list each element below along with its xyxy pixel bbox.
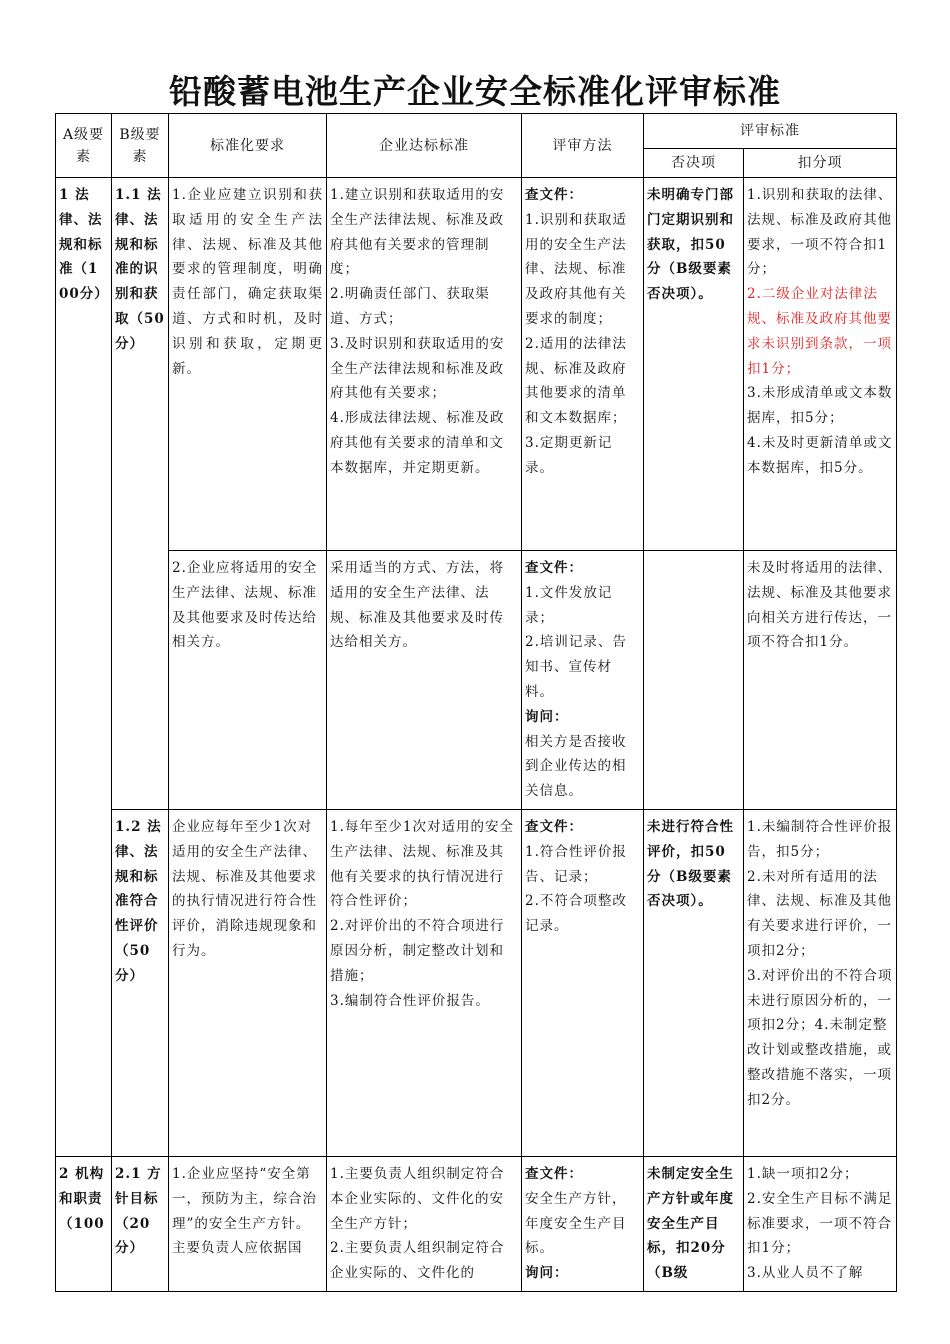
standard-item: 4.形成法律法规、标准及政府其他有关要求的清单和文本数据库，并定期更新。 xyxy=(330,410,505,476)
method-heading: 查文件： xyxy=(525,560,583,576)
standard-item: 1.每年至少1次对适用的安全生产法律、法规、标准及其他有关要求的执行情况进行符合性评价； xyxy=(330,818,514,910)
method-item: 1.文件发放记录； xyxy=(525,584,613,626)
header-deduct: 扣分项 xyxy=(744,149,897,178)
method-heading: 查文件： xyxy=(525,818,583,835)
b-level-cell: 2.1 方针目标（20分） xyxy=(112,1156,169,1291)
deduct-item: 1.缺一项扣2分； xyxy=(747,1165,859,1182)
requirement-cell: 2.企业应将适用的安全生产法律、法规、标准及其他要求及时传达给相关方。 xyxy=(169,551,327,810)
method-cell xyxy=(522,178,644,551)
method-item: 2.培训记录、告知书、宣传材料。 xyxy=(525,634,627,700)
header-row xyxy=(56,114,897,149)
standard-cell: 采用适当的方式、方法，将适用的安全生产法律、法规、标准及其他要求及时传达给相关方。 xyxy=(327,551,522,810)
method-cell xyxy=(522,1156,644,1291)
deduct-cell xyxy=(744,809,897,1156)
deduct-item: 3.未形成清单或文本数据库，扣5分； xyxy=(747,385,893,427)
method-heading: 查文件： xyxy=(525,187,583,203)
standard-cell xyxy=(327,178,522,551)
header-a-level: A级要素 xyxy=(56,114,112,178)
method-item: 2.不符合项整改记录。 xyxy=(525,893,627,935)
deduct-cell xyxy=(744,178,897,551)
standard-item: 3.编制符合性评价报告。 xyxy=(330,992,490,1009)
requirement-cell: 1.企业应坚持“安全第一，预防为主，综合治理”的安全生产方针。主要负责人应依据国 xyxy=(169,1156,327,1291)
ask-item: 相关方是否接收到企业传达的相关信息。 xyxy=(525,733,627,800)
header-review: 评审标准 xyxy=(644,114,897,149)
standard-item: 2.主要负责人组织制定符合企业实际的、文件化的 xyxy=(330,1240,505,1282)
deduct-item: 4.未及时更新清单或文本数据库，扣5分。 xyxy=(747,434,893,476)
header-requirement: 标准化要求 xyxy=(169,114,327,178)
standard-item: 2.明确责任部门、获取渠道、方式； xyxy=(330,286,490,327)
method-item: 3.定期更新记录。 xyxy=(525,434,613,476)
b-level-cell: 1.1 法律、法规和标准的识别和获取（50分） xyxy=(112,178,169,810)
standard-cell xyxy=(327,809,522,1156)
method-cell xyxy=(522,551,644,810)
standard-cell xyxy=(327,1156,522,1291)
ask-heading: 询问： xyxy=(525,708,569,725)
ask-heading: 询问： xyxy=(525,1265,569,1282)
deduct-item: 2.未对所有适用的法律、法规、标准及其他有关要求进行评价，一项扣2分； xyxy=(747,868,892,959)
a-level-cell: 2 机构和职责（100 xyxy=(56,1156,112,1291)
table-row xyxy=(56,809,897,1156)
method-cell xyxy=(522,809,644,1156)
standards-table xyxy=(55,113,897,1292)
deduct-cell: 未及时将适用的法律、法规、标准及其他要求向相关方进行传达，一项不符合扣1分。 xyxy=(744,551,897,810)
method-item: 1.符合性评价报告、记录； xyxy=(525,843,627,885)
deduct-item-highlight: 2.二级企业对法律法规、标准及政府其他要求未识别到条款，一项扣1分； xyxy=(747,286,892,377)
table-row xyxy=(56,178,897,551)
table-row xyxy=(56,551,897,810)
veto-cell: 未进行符合性评价，扣50分（B级要素否决项）。 xyxy=(644,809,744,1156)
standard-item: 3.及时识别和获取适用的安全生产法律法规和标准及政府其他有关要求； xyxy=(330,335,505,402)
deduct-item: 3.从业人员不了解 xyxy=(747,1265,864,1282)
header-veto: 否决项 xyxy=(644,149,744,178)
requirement-cell: 企业应每年至少1次对适用的安全生产法律、法规、标准及其他要求的执行情况进行符合性评价，消除违规现象和行为。 xyxy=(169,809,327,1156)
standard-item: 1.建立识别和获取适用的安全生产法律法规、标准及政府其他有关要求的管理制度； xyxy=(330,187,505,278)
header-b-level: B级要素 xyxy=(112,114,169,178)
deduct-item: 1.未编制符合性评价报告，扣5分； xyxy=(747,818,893,860)
header-standard: 企业达标标准 xyxy=(327,114,522,178)
a-level-cell: 1 法律、法规和标准（100分） xyxy=(56,178,112,1157)
veto-cell: 未明确专门部门定期识别和获取，扣50分（B级要素否决项）。 xyxy=(644,178,744,551)
deduct-cell xyxy=(744,1156,897,1291)
veto-cell xyxy=(644,551,744,810)
header-method: 评审方法 xyxy=(522,114,644,178)
standard-item: 2.对评价出的不符合项进行原因分析，制定整改计划和措施； xyxy=(330,918,505,984)
method-heading: 查文件： xyxy=(525,1165,583,1182)
method-item: 2.适用的法律法规、标准及政府其他要求的清单和文本数据库； xyxy=(525,335,627,427)
page-title: 铅酸蓄电池生产企业安全标准化评审标准 xyxy=(169,72,781,111)
standard-item: 1.主要负责人组织制定符合本企业实际的、文件化的安全生产方针； xyxy=(330,1165,505,1232)
deduct-item: 3.对评价出的不符合项未进行原因分析的，一项扣2分；4.未制定整改计划或整改措施，或整改措施不落实，一项扣2分。 xyxy=(747,967,893,1108)
deduct-item: 1.识别和获取的法律、法规、标准及政府其他要求，一项不符合扣1分； xyxy=(747,187,893,278)
method-item: 1.识别和获取适用的安全生产法律、法规、标准及政府其他有关要求的制度； xyxy=(525,211,627,327)
table-row xyxy=(56,1156,897,1291)
b-level-cell: 1.2 法律、法规和标准符合性评价（50分） xyxy=(112,809,169,1156)
veto-cell: 未制定安全生产方针或年度安全生产目标，扣20分（B级 xyxy=(644,1156,744,1291)
deduct-item: 2.安全生产目标不满足标准要求，一项不符合扣1分； xyxy=(747,1190,893,1257)
method-item: 安全生产方针，年度安全生产目标。 xyxy=(525,1190,627,1257)
requirement-cell: 1.企业应建立识别和获取适用的安全生产法律、法规、标准及其他要求的管理制度，明确责任部门，确定获取渠道、方式和时机，及时识别和获取，定期更新。 xyxy=(169,178,327,551)
